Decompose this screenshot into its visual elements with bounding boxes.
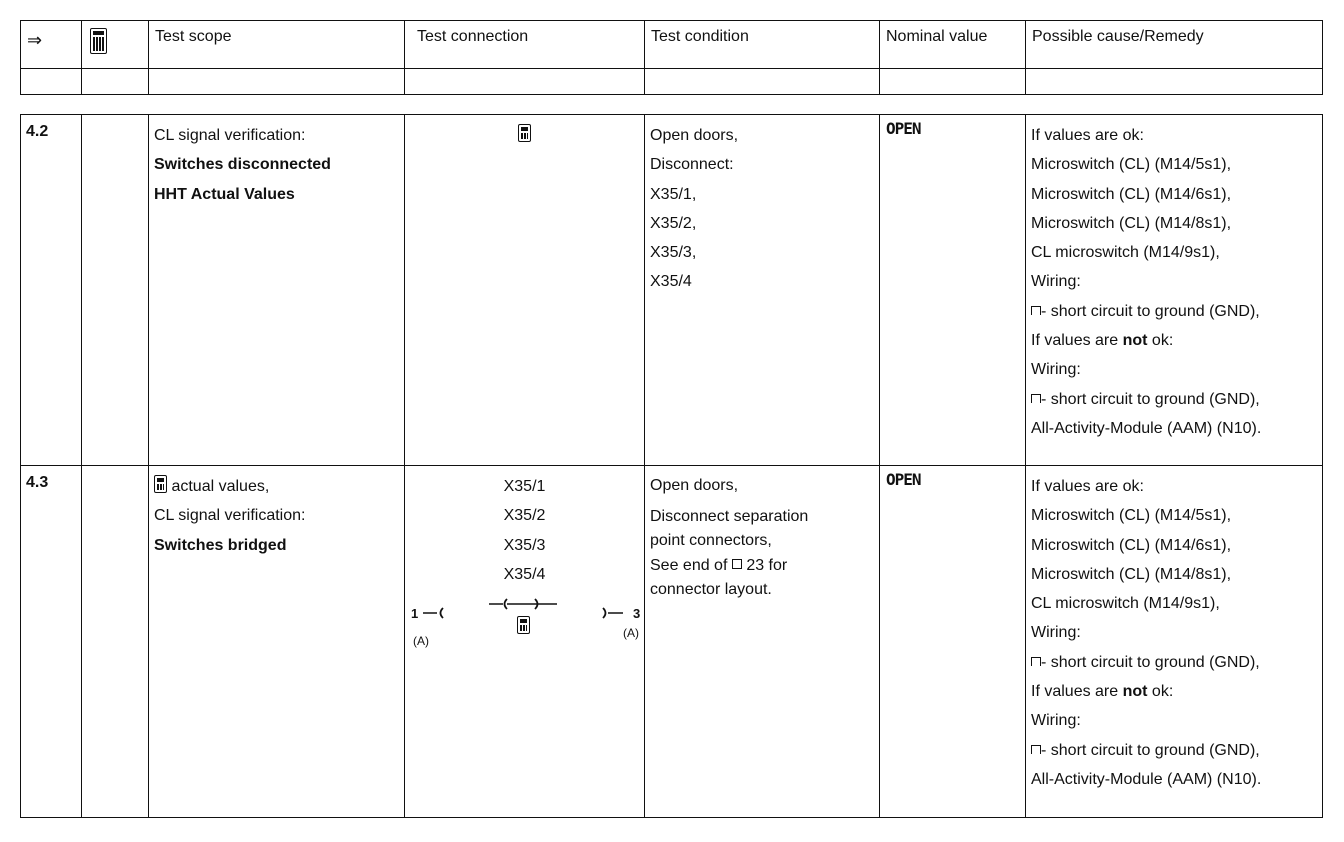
wiring-icon bbox=[1031, 657, 1041, 666]
header-nominal-value: Nominal value bbox=[880, 21, 1026, 69]
possible-cause: If values are ok: Microswitch (CL) (M14/5s1), Microswitch (CL) (M14/6s1), Microswitch (CL) (M14/8s1), CL microswitch (M14/9s1), Wiring: - short circuit to ground (GND), If values are not ok: Wiring: - short circuit to ground (GND), All-Activity-Module (AAM) (N10). bbox=[1026, 115, 1323, 466]
header-arrow: ⇒ bbox=[21, 21, 82, 69]
pin-left-socket bbox=[441, 608, 444, 618]
pin-number-right: 3 bbox=[633, 606, 641, 621]
header-possible-cause: Possible cause/Remedy bbox=[1026, 21, 1323, 69]
header-hht-cell bbox=[82, 21, 149, 69]
wiring-icon bbox=[1031, 394, 1041, 403]
hht-icon bbox=[90, 28, 107, 54]
header-test-scope: Test scope bbox=[149, 21, 405, 69]
pin-number-left: 1 bbox=[411, 606, 419, 621]
test-scope: actual values, CL signal verification: Switches bridged bbox=[149, 466, 405, 818]
possible-cause: If values are ok: Microswitch (CL) (M14/5s1), Microswitch (CL) (M14/6s1), Microswitch (CL) (M14/8s1), CL microswitch (M14/9s1), Wiring: - short circuit to ground (GND), If values are not ok: Wiring: - short circuit to ground (GND), All-Activity-Module (AAM) (N10). bbox=[1026, 466, 1323, 818]
test-condition: Open doors, Disconnect separation point connectors, See end of 23 for connector layout. bbox=[645, 466, 880, 818]
step-number: 4.3 bbox=[21, 466, 82, 818]
hht-icon bbox=[518, 124, 531, 142]
wiring-icon bbox=[1031, 306, 1041, 315]
header-table bbox=[20, 20, 1323, 95]
table-row bbox=[21, 115, 1323, 466]
bridge-left-socket bbox=[505, 599, 508, 609]
pin-label-right: (A) bbox=[623, 626, 639, 640]
pin-right-socket bbox=[603, 608, 606, 618]
hht-icon bbox=[154, 475, 167, 493]
nominal-value-display: OPEN bbox=[880, 466, 1026, 818]
nominal-value-display: OPEN bbox=[880, 115, 1026, 466]
header-test-connection: Test connection bbox=[405, 21, 645, 69]
hht-icon bbox=[517, 616, 530, 634]
pin-label-left: (A) bbox=[413, 634, 429, 648]
test-connection: X35/1 X35/2 X35/3 X35/4 1 3 (A) (A) bbox=[405, 466, 645, 818]
test-condition: Open doors, Disconnect: X35/1, X35/2, X35/3, X35/4 bbox=[645, 115, 880, 466]
test-table bbox=[20, 114, 1323, 818]
test-connection bbox=[405, 115, 645, 466]
wiring-icon bbox=[1031, 745, 1041, 754]
page-ref-icon bbox=[732, 559, 742, 569]
table-row bbox=[21, 466, 1323, 818]
step-number: 4.2 bbox=[21, 115, 82, 466]
header-test-condition: Test condition bbox=[645, 21, 880, 69]
test-scope: CL signal verification: Switches disconnected HHT Actual Values bbox=[149, 115, 405, 466]
